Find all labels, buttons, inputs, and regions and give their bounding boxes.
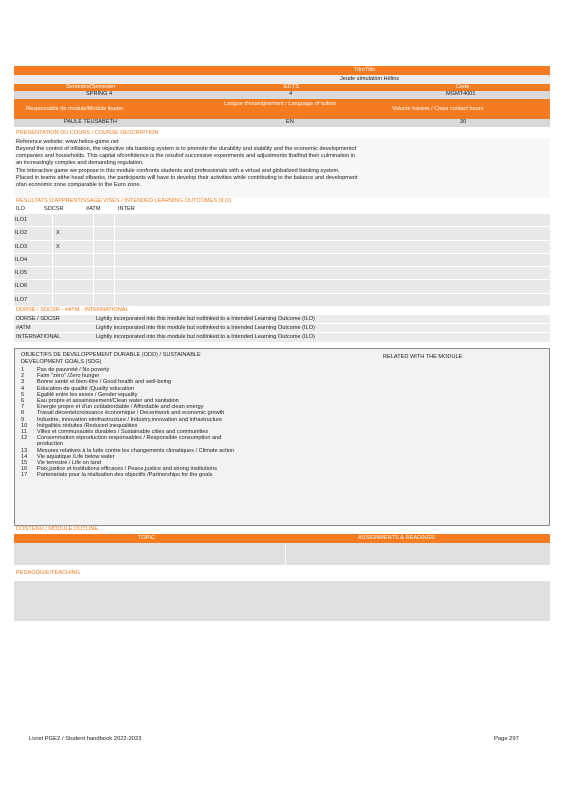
course-name: Jeude simulation Hélios bbox=[340, 76, 400, 82]
course-name-row bbox=[14, 75, 550, 84]
list-item: 13 Mesures relatives à la lutte contre les changements climatiques / Climate action bbox=[21, 447, 235, 454]
table-row: ILO7 bbox=[14, 294, 550, 307]
language-label: Langue d'enseignement / Language of tuition bbox=[224, 101, 336, 107]
pedagogie-body bbox=[14, 581, 550, 621]
meta-values-row bbox=[14, 91, 550, 99]
responsable-label: Responsable de module/Module leader bbox=[26, 106, 124, 112]
presentation-line: The interactive game we propose in this module confronts students and professionals with a virtual and globalized banking system. bbox=[16, 168, 340, 174]
dorse-row: DDRSE / SDCSR Lightly incorporated into this module but notlinked to a Intended Learning Outcome (ILO) bbox=[14, 315, 550, 324]
presentation-line: ofan economic zone comparable to the Euro zone. bbox=[16, 182, 142, 188]
semester-label: Semestre/Semester bbox=[66, 84, 116, 90]
table-row: ILO3 X bbox=[14, 241, 550, 254]
list-item: 11 Villes et communautés durables / Sustainable cities and communities bbox=[21, 428, 209, 435]
ects-value: 4 bbox=[289, 91, 293, 97]
volume-value: 30 bbox=[460, 119, 467, 125]
dorse-heading: DDRSE / SDCSR - #ATM - INTERNATIONAL bbox=[16, 307, 129, 314]
list-item: 12 Consommation etproduction responsables / Responsible consumption and bbox=[21, 435, 222, 442]
list-item: 6 Eau propre et assainissement/Clean water and sanitation bbox=[21, 398, 179, 405]
list-item: 14 Vie aquatique /Life below water bbox=[21, 453, 115, 460]
topic-label: TOPIC bbox=[138, 535, 155, 542]
semester-value: SPRING 4 bbox=[86, 91, 113, 97]
ilo-col-ilo: ILO bbox=[16, 206, 26, 212]
table-row: ILO1 bbox=[14, 214, 550, 227]
list-item: 5 Egalité entre les sexes / Gender equality bbox=[21, 391, 138, 398]
course-sheet bbox=[14, 66, 550, 621]
dorse-row: INTERNATIONAL Lightly incorporated into this module but notlinked to a Intended Learning Outcome (ILO) bbox=[14, 333, 550, 342]
pedagogie-heading: PEDAGOGIE/TEACHING bbox=[16, 570, 81, 577]
table-row: ILO4 bbox=[14, 254, 550, 267]
table-row: ILO6 bbox=[14, 280, 550, 293]
ilo-col-sdcsr: SDCSR bbox=[44, 206, 64, 212]
list-item: 10 Inégalités réduites /Reduced inequalities bbox=[21, 422, 138, 429]
table-row: ILO5 bbox=[14, 267, 550, 280]
title-band bbox=[14, 66, 550, 75]
ilo-columns bbox=[14, 206, 550, 214]
list-item: 16 Paix,justice et institutions efficaces / Peace,justice and strong institutions bbox=[21, 466, 217, 473]
ects-label: ECTS bbox=[284, 84, 299, 90]
sdg-heading-2: DEVELOPMENT GOALS (SDG) bbox=[21, 359, 102, 366]
list-item: 7 Energie propre et d'un coûtabordable / Affordable and clean energy bbox=[21, 404, 204, 411]
sdg-header bbox=[15, 349, 549, 367]
list-item: production bbox=[37, 441, 64, 448]
presentation-line: Placed in teams atthe head ofbanks, the participants will have to develop their activities while contributing to the balance and development bbox=[16, 175, 358, 181]
list-item: 4 Education de qualité /Quality education bbox=[21, 385, 135, 392]
dorse-row: #ATM Lightly incorporated into this module but notlinked to a Intended Learning Outcome (ILO) bbox=[14, 324, 550, 333]
presentation-body bbox=[14, 138, 550, 198]
presentation-line: Beyond the control of inflation, the objective ofa banking system is to promote the durability and stability and the economic developmentof bbox=[16, 146, 357, 152]
volume-label: Volume horaire / Class contact hours bbox=[392, 106, 484, 112]
title-label: TitreTitle bbox=[354, 67, 376, 73]
list-item: 2 Faim "zéro" /Zero hunger bbox=[21, 373, 100, 380]
responsable-values-row bbox=[14, 119, 550, 127]
sdg-heading-1: OBJECTIFS DE DEVELOPPEMENT DURABLE (ODD) / SUSTAINABLE bbox=[21, 352, 201, 359]
table-row: ILO2 X bbox=[14, 227, 550, 240]
code-label: Code bbox=[456, 84, 470, 90]
assignments-cell bbox=[286, 543, 550, 565]
list-item: 9 Industrie, innovation etinfrastructure / Industry,innovation and infrastructure bbox=[21, 416, 223, 423]
footer-page: Page 297 bbox=[494, 736, 519, 742]
responsable-labels-row bbox=[14, 99, 550, 119]
responsable-value: PAULE TEUSABETH bbox=[64, 119, 117, 125]
assignments-label: ASSIGNMENTS & READINGS bbox=[358, 535, 435, 542]
contenu-body bbox=[14, 543, 550, 565]
presentation-heading: PRESENTATION DU COURS / COURSE DESCRIPTION bbox=[16, 130, 159, 136]
ilo-col-atm: #ATM bbox=[86, 206, 101, 212]
topic-cell bbox=[14, 543, 285, 565]
contenu-heading: CONTENU / MODULE OUTLINE bbox=[16, 526, 99, 533]
language-value: EN bbox=[286, 119, 294, 125]
code-value: MGMT4001 bbox=[446, 91, 476, 97]
meta-labels-row bbox=[14, 84, 550, 91]
list-item: 8 Travail décentetcroissance économique / Decentwork and economic growth bbox=[21, 410, 225, 417]
list-item: 15 Vie terrestre / Life on land bbox=[21, 459, 101, 466]
sdg-list bbox=[15, 367, 549, 478]
presentation-line: an increasingly complex and demanding regulation. bbox=[16, 160, 144, 166]
contenu-columns bbox=[14, 534, 550, 543]
list-item: 17 Partenariats pour la réalisation des objectifs /Partnerships for the goals bbox=[21, 472, 213, 479]
ilo-heading: RESULTATS D'APPRENTISSAGE VISES / INTENDED LEARNING OUTCOMES (ILO) bbox=[16, 198, 232, 204]
footer-left: Livret PGE2 / Student handbook 2022-2023 bbox=[29, 736, 142, 742]
ilo-table bbox=[14, 214, 550, 307]
list-item: 3 Bonne santé et bien-être / Good health and well-being bbox=[21, 379, 172, 386]
sdg-heading-right: RELATED WITH THE MODULE bbox=[383, 354, 463, 361]
ilo-col-inter: INTER bbox=[118, 206, 135, 212]
sdg-box bbox=[14, 348, 550, 526]
presentation-line: companies and households. This capital ofconfidence is the resultof successive experiments and adjustments thatfind their culmination in bbox=[16, 153, 356, 159]
list-item: 1 Pas de pauvreté / No poverty bbox=[21, 367, 110, 374]
presentation-line: Reference website: www.helios-game.net bbox=[16, 139, 119, 145]
